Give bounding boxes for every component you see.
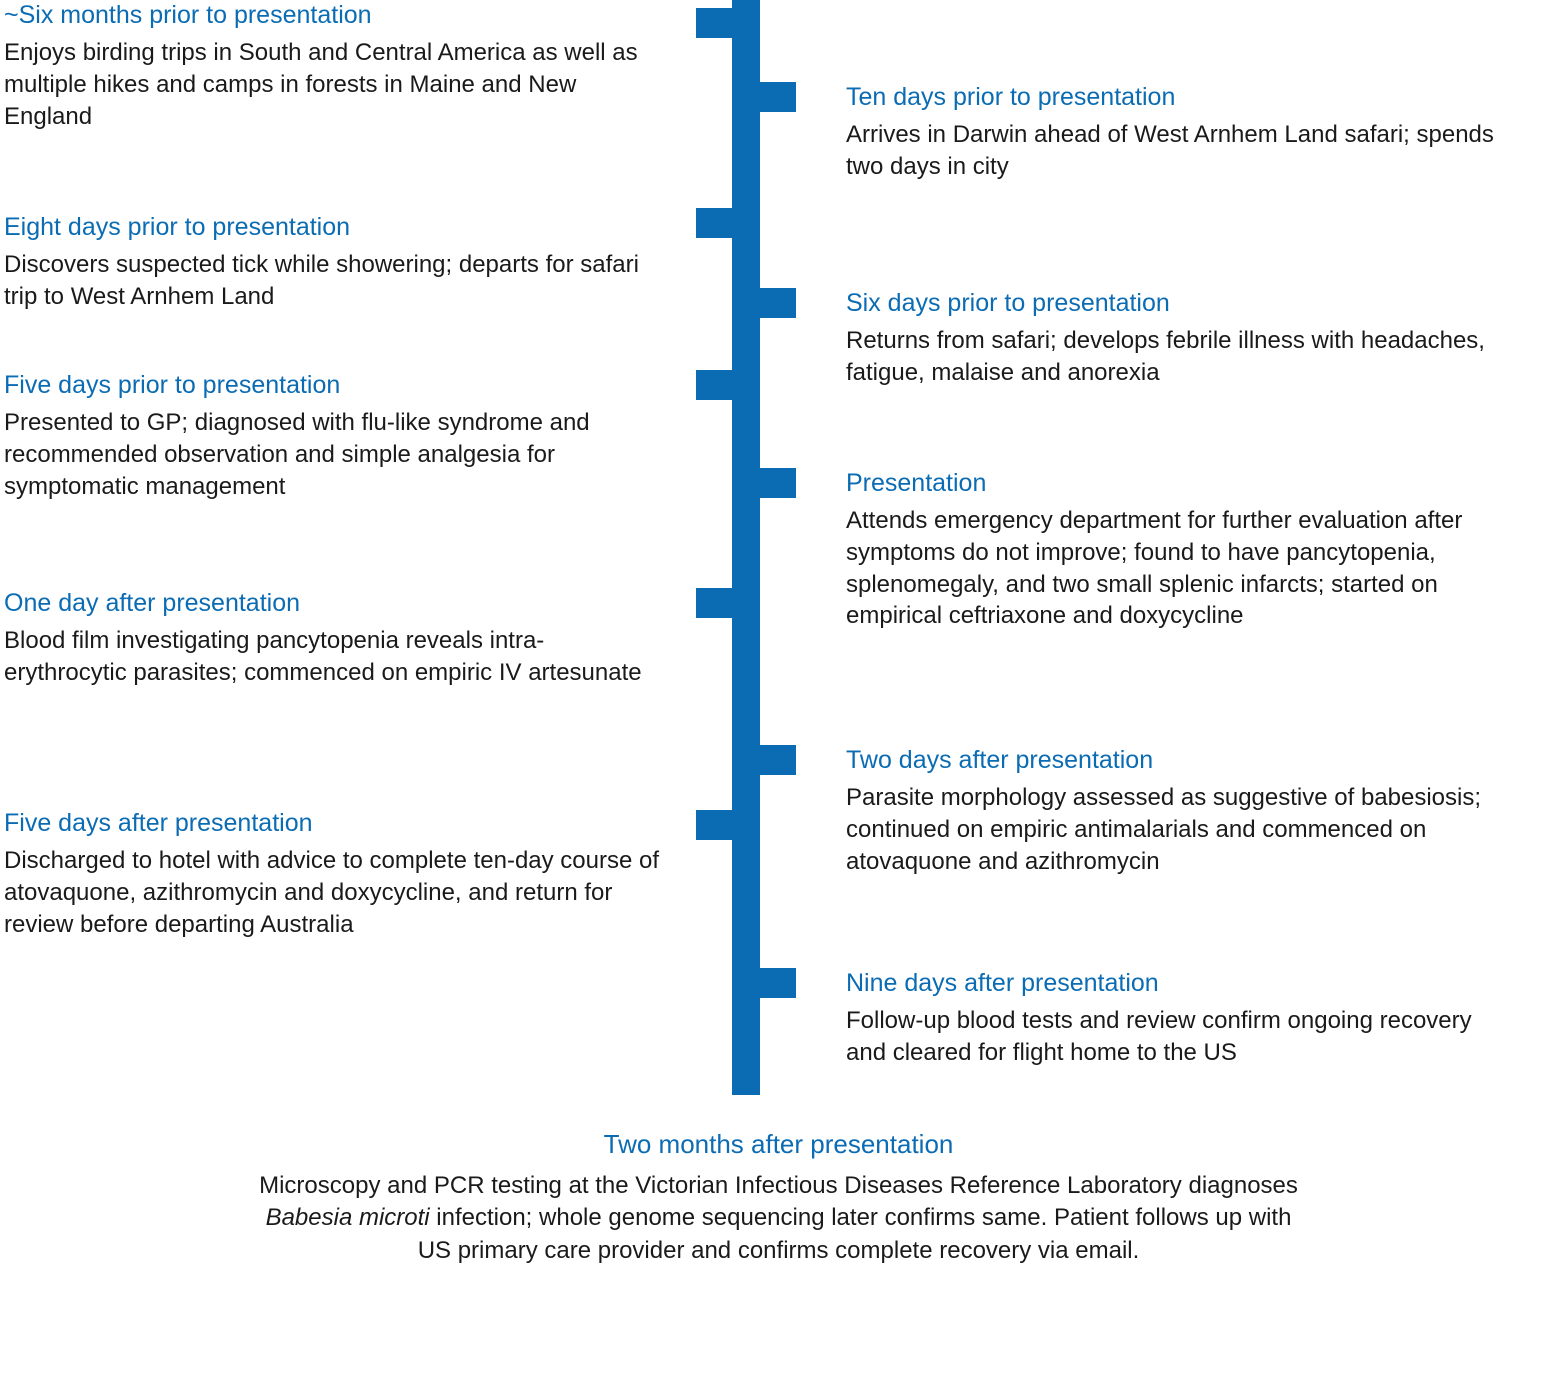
timeline-event-title: Two days after presentation	[846, 746, 1154, 774]
timeline-event-1	[4, 0, 664, 132]
timeline-event-body: Returns from safari; develops febrile illness with headaches, fatigue, malaise and anorexia	[846, 327, 1485, 386]
timeline-connector-3	[696, 208, 736, 238]
footer-text-part1: Microscopy and PCR testing at the Victorian Infectious Diseases Reference Laboratory diagnoses	[259, 1171, 1298, 1199]
timeline-connector-8	[756, 745, 796, 775]
timeline-event-title: Five days after presentation	[4, 809, 313, 837]
timeline-connector-2	[756, 82, 796, 112]
timeline-event-4	[846, 288, 1514, 389]
timeline-event-3	[4, 212, 672, 313]
timeline-footer	[0, 1128, 1557, 1267]
timeline-connector-4	[756, 288, 796, 318]
timeline-event-body: Attends emergency department for further evaluation after symptoms do not improve; found to have pancytopenia, splenomegaly, and two small splenic infarcts; started on empirical ceftriaxone and doxycycline	[846, 507, 1463, 630]
timeline-event-body: Presented to GP; diagnosed with flu-like syndrome and recommended observation and simple analgesia for symptomatic management	[4, 409, 590, 500]
timeline-spine	[732, 0, 760, 1095]
timeline-event-title: Presentation	[846, 469, 987, 497]
timeline-event-6	[846, 468, 1518, 632]
footer-text-part2: infection; whole genome sequencing later confirms same. Patient follows up with US primary care provider and confirms complete recovery via email.	[417, 1204, 1292, 1264]
timeline-event-body: Discharged to hotel with advice to complete ten-day course of atovaquone, azithromycin and doxycycline, and return for review before departing Australia	[4, 847, 660, 938]
timeline-event-title: Five days prior to presentation	[4, 371, 341, 399]
timeline-event-title: Ten days prior to presentation	[846, 83, 1176, 111]
timeline-footer-body	[249, 1170, 1309, 1267]
timeline-event-title: One day after presentation	[4, 589, 301, 617]
timeline-connector-7	[696, 588, 736, 618]
timeline-event-8	[846, 745, 1522, 877]
timeline-event-title: Nine days after presentation	[846, 969, 1159, 997]
timeline-event-body: Blood film investigating pancytopenia reveals intra-erythrocytic parasites; commenced on empiric IV artesunate	[4, 627, 642, 686]
timeline-event-body: Parasite morphology assessed as suggestive of babesiosis; continued on empiric antimalarials and commenced on atovaquone and azithromycin	[846, 784, 1482, 875]
timeline-event-title: Eight days prior to presentation	[4, 213, 351, 241]
timeline-event-10	[846, 968, 1518, 1069]
timeline-event-body: Follow-up blood tests and review confirm ongoing recovery and cleared for flight home to the US	[846, 1007, 1472, 1066]
timeline-event-body: Arrives in Darwin ahead of West Arnhem Land safari; spends two days in city	[846, 121, 1494, 180]
timeline-event-2	[846, 82, 1518, 183]
footer-text-italic: Babesia microti	[265, 1204, 430, 1232]
timeline-connector-6	[756, 468, 796, 498]
timeline-connector-10	[756, 968, 796, 998]
timeline-event-title: ~Six months prior to presentation	[4, 1, 372, 29]
timeline-event-9	[4, 808, 676, 940]
timeline-footer-title: Two months after presentation	[603, 1129, 954, 1159]
timeline-event-5	[4, 370, 654, 502]
timeline-event-7	[4, 588, 644, 689]
timeline-connector-5	[696, 370, 736, 400]
timeline-event-title: Six days prior to presentation	[846, 289, 1170, 317]
timeline-connector-9	[696, 810, 736, 840]
timeline-event-body: Enjoys birding trips in South and Central America as well as multiple hikes and camps in forests in Maine and New England	[4, 39, 638, 130]
timeline-connector-1	[696, 8, 736, 38]
timeline-event-body: Discovers suspected tick while showering; departs for safari trip to West Arnhem Land	[4, 251, 639, 310]
